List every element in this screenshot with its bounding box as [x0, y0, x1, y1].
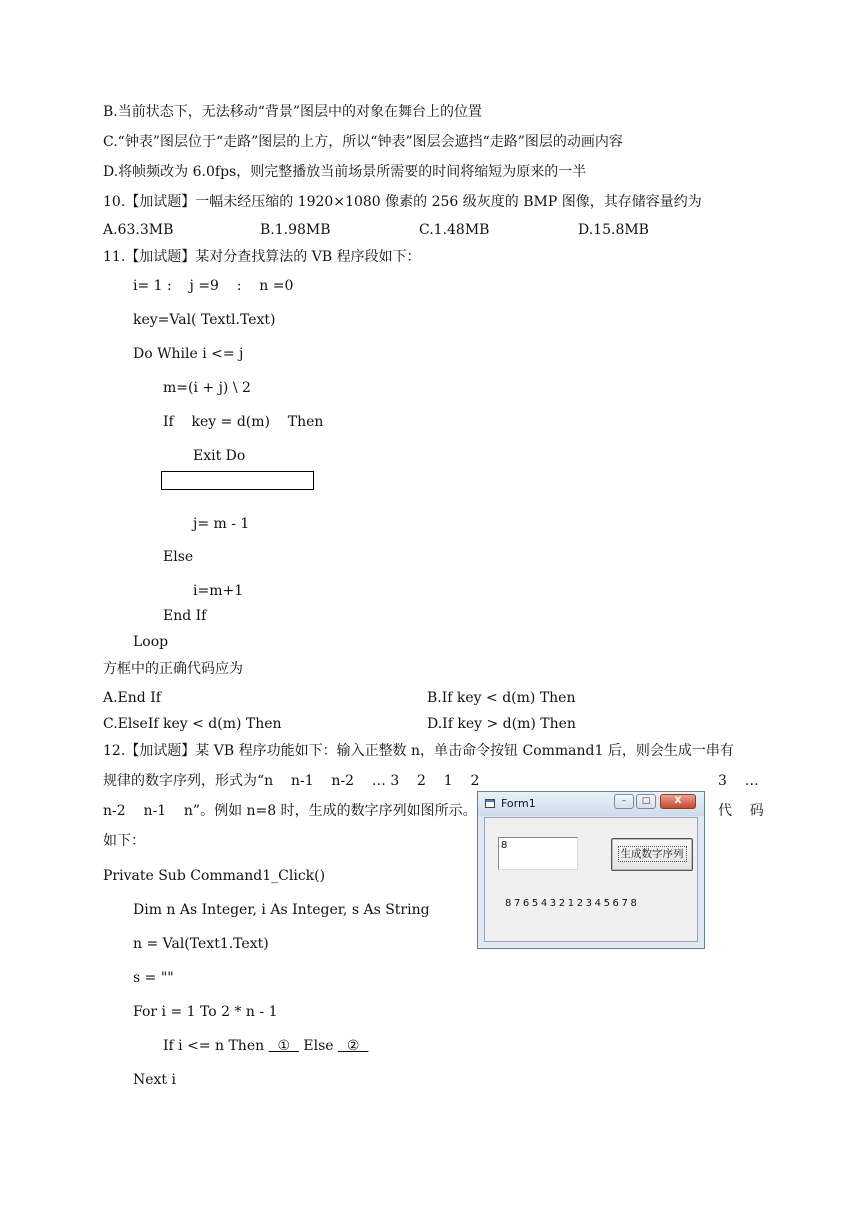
code-line: Exit Do [193, 448, 246, 464]
code-line: End If [163, 608, 207, 624]
q12-stem-line2-end: 3 … [718, 773, 759, 789]
q10-option-b: B.1.98MB [260, 222, 331, 238]
code-line: Do While i <= j [133, 346, 244, 362]
q11-question: 方框中的正确代码应为 [103, 661, 243, 677]
q11-option-a: A.End If [103, 690, 161, 706]
form1-titlebar[interactable] [478, 792, 704, 816]
maximize-button[interactable]: □ [636, 794, 656, 809]
code-line: i=m+1 [193, 583, 244, 599]
text1-input[interactable]: 8 [498, 837, 578, 870]
q11-option-d: D.If key > d(m) Then [427, 716, 576, 732]
q10-option-a: A.63.3MB [103, 222, 174, 238]
code-line: For i = 1 To 2 * n - 1 [133, 1004, 278, 1020]
code-line: Next i [133, 1072, 176, 1088]
code-line: Private Sub Command1_Click() [103, 868, 326, 884]
code-text: Else [303, 1038, 334, 1054]
q12-stem-line2: 规律的数字序列，形式为“n n-1 n-2 … 3 2 1 2 [103, 773, 480, 789]
code-line: n = Val(Text1.Text) [133, 936, 269, 952]
form1-client-area [484, 817, 698, 942]
code-line: i= 1 : j =9 : n =0 [133, 278, 294, 294]
q12-stem-line3: n-2 n-1 n”。例如 n=8 时，生成的数字序列如图所示。 [103, 803, 477, 819]
code-line: s = "" [133, 970, 174, 986]
code-line: j= m - 1 [193, 516, 250, 532]
code-text: If i <= n Then [163, 1038, 265, 1054]
minimize-button[interactable]: – [614, 794, 634, 809]
form-icon [485, 799, 495, 808]
blank-2: ② [338, 1038, 369, 1054]
answer-blank-box [161, 471, 314, 490]
q9-option-c: C.“钟表”图层位于“走路”图层的上方，所以“钟表”图层会遮挡“走路”图层的动画内容 [103, 134, 623, 150]
q9-option-d: D.将帧频改为 6.0fps，则完整播放当前场景所需要的时间将缩短为原来的一半 [103, 164, 587, 180]
close-button[interactable]: X [660, 794, 696, 809]
q11-stem: 11.【加试题】某对分查找算法的 VB 程序段如下： [103, 249, 421, 265]
q12-stem-line1: 12.【加试题】某 VB 程序功能如下：输入正整数 n，单击命令按钮 Command1 后，则会生成一串有 [103, 743, 734, 759]
code-line: Dim n As Integer, i As Integer, s As String [133, 902, 430, 918]
q12-stem-line3-end: 代 码 [718, 803, 764, 819]
blank-1: ① [268, 1038, 299, 1054]
form1-window [477, 791, 705, 949]
code-line: Loop [133, 634, 169, 650]
command1-button[interactable] [611, 838, 693, 871]
code-line: If key = d(m) Then [163, 414, 324, 430]
command1-label: 生成数字序列 [618, 846, 687, 862]
q9-option-b: B.当前状态下，无法移动“背景”图层中的对象在舞台上的位置 [103, 104, 483, 120]
q10-option-c: C.1.48MB [419, 222, 490, 238]
q10-stem: 10.【加试题】一幅未经压缩的 1920×1080 像素的 256 级灰度的 BMP 图像，其存储容量约为 [103, 194, 702, 210]
q10-option-d: D.15.8MB [578, 222, 649, 238]
output-label: 876543212345678 [505, 898, 640, 909]
code-line-with-blanks [163, 1037, 368, 1055]
window-title: Form1 [501, 797, 536, 810]
q11-option-b: B.If key < d(m) Then [427, 690, 576, 706]
code-line: m=(i + j) \ 2 [163, 380, 251, 396]
q12-stem-line4: 如下： [103, 833, 145, 849]
code-line: key=Val( Textl.Text) [133, 312, 276, 328]
code-line: Else [163, 549, 194, 565]
q11-option-c: C.ElseIf key < d(m) Then [103, 716, 282, 732]
